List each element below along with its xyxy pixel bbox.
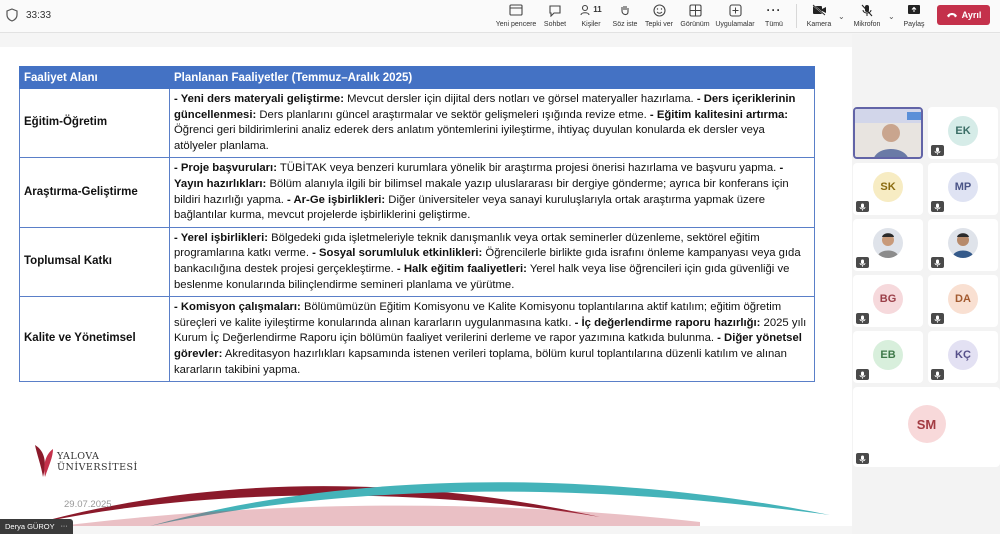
react-label: Tepki ver <box>644 21 673 28</box>
activity-title: - Halk eğitim faaliyetleri: <box>396 262 527 275</box>
table-header-row <box>20 67 815 89</box>
view-label: Görünüm <box>680 21 710 28</box>
more-dots-icon: ··· <box>766 3 782 17</box>
muted-mic-icon <box>856 453 869 464</box>
activity-description: Yerel halk veya lise öğrencileri için gıda güvenliği ve beslenme konularında bilinçlendirme semineri planlama ve yürütme. <box>174 262 790 291</box>
muted-mic-icon <box>856 257 869 268</box>
raise-hand-label: Söz iste <box>612 21 638 28</box>
activity-description: Öğrencilerle birlikte gıda israfını önleme kampanyası veya gıda bankacılığına destek projesi gerçekleştirme. <box>174 247 801 275</box>
participant-tile[interactable] <box>853 219 923 271</box>
react-button[interactable] <box>644 2 674 32</box>
shared-slide <box>0 47 852 526</box>
activity-area-cell: Araştırma-Geliştirme <box>20 158 170 227</box>
view-button[interactable] <box>678 2 712 32</box>
activity-description: Öğrenci geri bildirimlerini analiz ederek ders anlatım yöntemlerini iyileştirme, ihtiyaç duyulan konularda ek dersler veya atölyeler planlama. <box>174 124 765 152</box>
participant-avatar-initials: BG <box>873 284 903 314</box>
participant-avatar-photo <box>873 228 903 258</box>
planned-activities-cell <box>170 158 815 227</box>
participant-tile[interactable] <box>928 219 998 271</box>
share-screen-icon <box>907 2 921 18</box>
activity-title: - İç değerlendirme raporu hazırlığı: <box>574 316 761 329</box>
camera-label: Kamera <box>806 21 832 28</box>
presenter-name-tag <box>0 519 73 534</box>
activity-title: - Yerel işbirlikleri: <box>174 231 268 244</box>
mic-label: Mikrofon <box>853 21 881 28</box>
participant-avatar-photo <box>948 228 978 258</box>
logo-line-2: ÜNİVERSİTESİ <box>57 462 138 473</box>
people-button[interactable] <box>578 2 604 32</box>
activity-title: - Eğitim kalitesini artırma: <box>649 108 789 121</box>
muted-mic-icon <box>931 257 944 268</box>
muted-mic-icon <box>931 369 944 380</box>
participant-tile[interactable] <box>928 331 998 383</box>
participant-tile[interactable] <box>853 275 923 327</box>
participant-avatar-initials: EB <box>873 340 903 370</box>
table-row <box>20 227 815 296</box>
apps-button[interactable] <box>714 2 756 32</box>
share-label: Paylaş <box>903 21 925 28</box>
muted-mic-icon <box>931 201 944 212</box>
leave-button[interactable] <box>937 5 990 25</box>
share-button[interactable] <box>900 2 928 32</box>
participant-avatar-initials: EK <box>948 116 978 146</box>
participant-avatar-initials: MP <box>948 172 978 202</box>
header-planned-activities: Planlanan Faaliyetler (Temmuz–Aralık 2025) <box>170 67 815 89</box>
participants-panel <box>852 34 1000 534</box>
more-options-icon[interactable]: ··· <box>60 523 68 530</box>
muted-mic-icon <box>856 201 869 212</box>
activity-description: Bölgedeki gıda işletmeleriyle teknik danışmanlık veya ortak seminerler düzenleme, sektörel eğitim programlarına katkı verme. <box>174 231 760 260</box>
more-button[interactable] <box>762 2 786 32</box>
muted-mic-icon <box>856 313 869 324</box>
meeting-timer: 33:33 <box>26 10 52 21</box>
apps-plus-icon <box>729 2 742 18</box>
muted-mic-icon <box>931 313 944 324</box>
participant-tile[interactable] <box>928 163 998 215</box>
activity-title: - Diğer yönetsel görevler: <box>174 332 802 360</box>
activity-title: - Sosyal sorumluluk etkinlikleri: <box>312 247 483 260</box>
planned-activities-cell <box>170 297 815 382</box>
activity-description: TÜBİTAK veya benzeri kurumlara yönelik bir araştırma projesi önerisi hazırlama ve başvuru yapma. <box>276 162 780 175</box>
header-activity-area: Faaliyet Alanı <box>20 67 170 89</box>
activity-title: - Proje başvuruları: <box>174 162 277 175</box>
activity-title: - Yeni ders materyali geliştirme: <box>174 93 344 105</box>
university-logo-mark-icon <box>33 443 55 479</box>
chat-label: Sohbet <box>543 21 567 28</box>
participant-video <box>855 109 923 159</box>
activity-description: Ders planlarını güncel araştırmalar ve sektör gelişmeleri ışığında revize etme. <box>256 108 650 121</box>
hand-icon <box>619 2 631 18</box>
people-label: Kişiler <box>581 21 601 28</box>
logo-line-1: YALOVA <box>57 451 100 462</box>
leave-label: Ayrıl <box>961 10 982 20</box>
camera-off-icon <box>812 2 827 18</box>
activity-plan-table <box>19 66 815 382</box>
participant-tile[interactable] <box>853 331 923 383</box>
toolbar-divider <box>796 4 797 28</box>
activity-area-cell: Toplumsal Katkı <box>20 227 170 296</box>
people-icon <box>580 2 601 18</box>
raise-hand-button[interactable] <box>612 2 638 32</box>
participant-tile[interactable] <box>853 387 1000 467</box>
participant-tile[interactable] <box>928 275 998 327</box>
activity-description: Bölümümüzün Eğitim Komisyonu ve Kalite Komisyonu toplantılarına aktif katılım; eğitim öğretim süreçleri ve kalite iyileştirme konularında alınan kararların uygulanmasına katkı. <box>174 301 782 329</box>
new-window-button[interactable] <box>496 2 536 32</box>
participant-tile[interactable] <box>853 107 923 159</box>
mic-options-chevron-icon[interactable]: ⌄ <box>888 12 895 21</box>
smile-icon <box>653 2 666 18</box>
participant-avatar-initials: SK <box>873 172 903 202</box>
mic-button[interactable] <box>850 2 884 32</box>
muted-mic-icon <box>856 369 869 380</box>
activity-title: - Yayın hazırlıkları: <box>174 162 784 190</box>
participant-avatar-initials: SM <box>908 405 946 443</box>
more-label: Tümü <box>765 21 783 28</box>
new-window-label: Yeni pencere <box>495 21 537 28</box>
chat-button[interactable] <box>540 2 570 32</box>
activity-description: Diğer üniversiteler veya sanayi kuruluşlarıyla ortak araştırma yapmak üzere bağlantılar kurma, mevcut projelerde işbirliklerini geliştirme. <box>174 193 766 222</box>
activity-description: Akreditasyon hazırlıkları kapsamında istenen verileri toplama, bölüm kurul toplantılarına düzenli katılım ve alınan kararların takibini yapma. <box>174 347 787 376</box>
activity-area-cell: Kalite ve Yönetimsel <box>20 297 170 382</box>
activity-description: Bölüm alanıyla ilgili bir bilimsel makale yazıp uluslararası bir dergiye gönderme; ayrıca bir konferans için bildiri hazırlığı yapma. <box>174 177 789 206</box>
table-row <box>20 89 815 158</box>
camera-options-chevron-icon[interactable]: ⌄ <box>838 12 845 21</box>
activity-title: - Komisyon çalışmaları: <box>174 301 301 314</box>
camera-button[interactable] <box>804 2 834 32</box>
meeting-toolbar <box>0 0 1000 33</box>
slide-date: 29.07.2025 <box>64 499 112 510</box>
activity-area-cell: Eğitim-Öğretim <box>20 89 170 158</box>
mic-off-icon <box>861 2 873 18</box>
activity-description: Mevcut dersler için dijital ders notları ve görsel materyaller hazırlama. <box>343 93 697 105</box>
activity-title: - Ar-Ge işbirlikleri: <box>287 193 386 206</box>
table-row <box>20 158 815 227</box>
activity-title: - Ders içeriklerinin güncellenmesi: <box>174 93 796 121</box>
activity-description: 2025 yılı Kurum İç Değerlendirme Raporu için bölümün faaliyet verilerini derleme ve rapor yazımına katkıda bulunma. <box>174 316 807 345</box>
table-row <box>20 297 815 382</box>
chat-icon <box>548 2 562 18</box>
participant-avatar-initials: KÇ <box>948 340 978 370</box>
grid-view-icon <box>689 2 702 18</box>
participant-tile[interactable] <box>853 163 923 215</box>
planned-activities-cell <box>170 227 815 296</box>
apps-label: Uygulamalar <box>715 21 755 28</box>
muted-mic-icon <box>931 145 944 156</box>
phone-hangup-icon <box>946 11 958 19</box>
participant-tile[interactable] <box>928 107 998 159</box>
shield-icon <box>6 8 18 22</box>
participant-avatar-initials: DA <box>948 284 978 314</box>
people-count: 11 <box>593 5 602 14</box>
new-window-icon <box>509 2 523 18</box>
presenter-name: Derya GÜROY <box>5 522 55 531</box>
university-logo <box>33 443 143 483</box>
planned-activities-cell <box>170 89 815 158</box>
